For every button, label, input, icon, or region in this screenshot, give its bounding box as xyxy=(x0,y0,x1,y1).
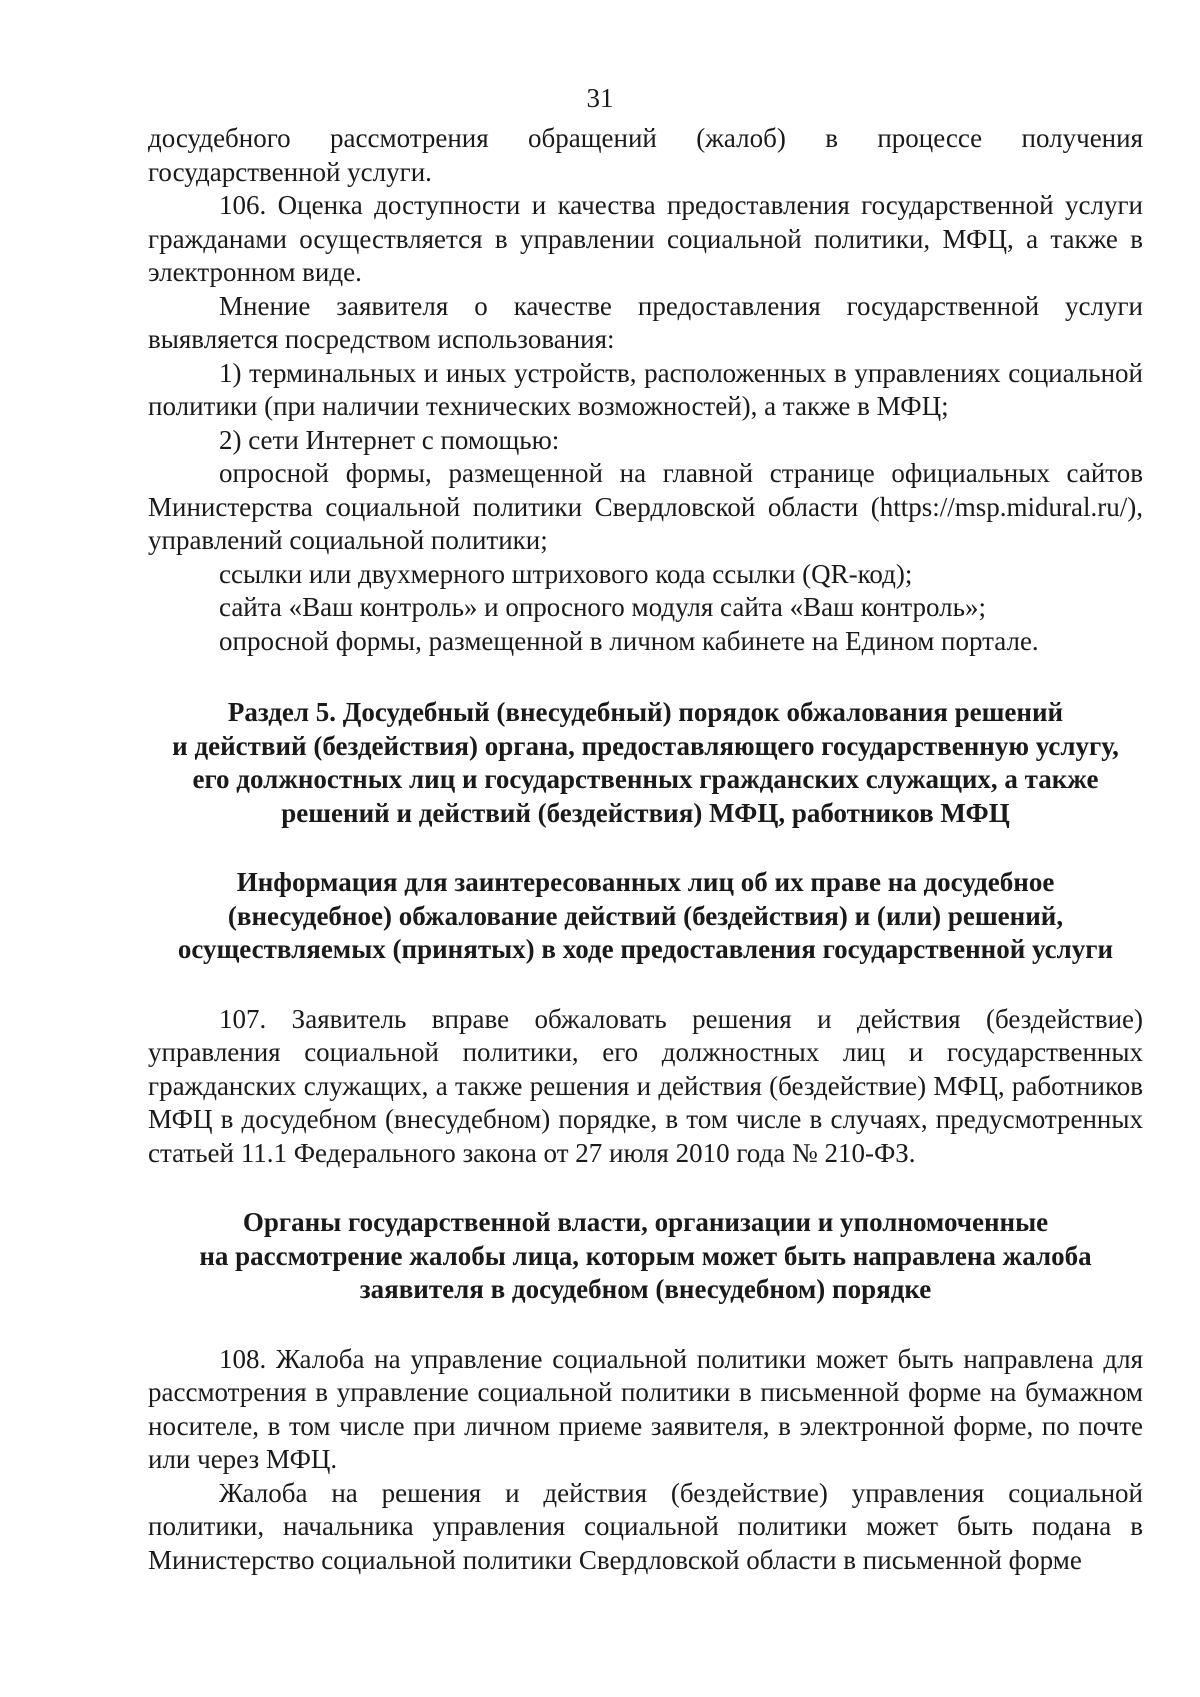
document-body xyxy=(148,122,1143,1577)
list-item-internet: 2) сети Интернет с помощью: xyxy=(219,424,560,455)
heading-line: (внесудебное) обжалование действий (бездействия) и (или) решений, xyxy=(227,900,1064,931)
heading-line: и действий (бездействия) органа, предоставляющего государственную услугу, xyxy=(172,730,1119,761)
list-item-survey-form: опросной формы, размещенной на главной странице официальных сайтов Министерства социальной политики Свердловской области (https://msp.midural.ru/), управлений социальной политики; xyxy=(148,458,1143,555)
heading-line: осуществляемых (принятых) в ходе предоставления государственной услуги xyxy=(177,934,1114,964)
paragraph-107: 107. Заявитель вправе обжаловать решения и действия (бездействие) управления социальной политики, его должностных лиц и государственных гражданских служащих, а также решения и действия (бездействие) МФЦ, работников МФЦ в досудебном (внесудебном) порядке, в том числе в случаях, предусмотренных статьей 11.1 Федерального закона от 27 июля 2010 года № 210-ФЗ. xyxy=(148,1003,1143,1168)
heading-line: на рассмотрение жалобы лица, которым может быть направлена жалоба xyxy=(199,1240,1092,1271)
list-item-vash-kontrol: сайта «Ваш контроль» и опросного модуля сайта «Ваш контроль»; xyxy=(219,592,986,622)
list-item-qr-code: ссылки или двухмерного штрихового кода ссылки (QR-код); xyxy=(219,558,913,589)
heading-line: Органы государственной власти, организации и уполномоченные xyxy=(242,1207,1049,1237)
paragraph-106: 106. Оценка доступности и качества предоставления государственной услуги гражданами осуществляется в управлении социальной политики, МФЦ, а также в электронном виде. xyxy=(148,190,1143,287)
organs-heading xyxy=(148,1206,1143,1307)
heading-line: заявителя в досудебном (внесудебном) порядке xyxy=(359,1274,932,1304)
page-number: 31 xyxy=(586,83,614,113)
heading-line: решений и действий (бездействия) МФЦ, работников МФЦ xyxy=(281,797,1010,828)
list-item-personal-cabinet: опросной формы, размещенной в личном кабинете на Едином портале. xyxy=(219,625,1039,656)
heading-line: его должностных лиц и государственных гражданских служащих, а также xyxy=(192,764,1099,794)
list-item-terminals: 1) терминальных и иных устройств, расположенных в управлениях социальной политики (при наличии технических возможностей), а также в МФЦ; xyxy=(148,357,1143,421)
heading-line: Информация для заинтересованных лиц об их праве на досудебное xyxy=(236,867,1055,897)
paragraph-applicant-opinion: Мнение заявителя о качестве предоставления государственной услуги выявляется посредством использования: xyxy=(148,290,1143,354)
section-5-heading xyxy=(148,696,1143,830)
paragraph-continuation: досудебного рассмотрения обращений (жалоб) в процессе получения государственной услуги. xyxy=(148,123,1143,187)
paragraph-108: 108. Жалоба на управление социальной политики может быть направлена для рассмотрения в управление социальной политики в письменной форме на бумажном носителе, в том числе при личном приеме заявителя, в электронной форме, по почте или через МФЦ. xyxy=(148,1343,1143,1474)
paragraph-108-complaint: Жалоба на решения и действия (бездействие) управления социальной политики, начальника управления социальной политики может быть подана в Министерство социальной политики Свердловской области в письменной форме xyxy=(148,1477,1143,1575)
info-heading xyxy=(148,866,1143,967)
heading-line: Раздел 5. Досудебный (внесудебный) порядок обжалования решений xyxy=(227,697,1064,727)
